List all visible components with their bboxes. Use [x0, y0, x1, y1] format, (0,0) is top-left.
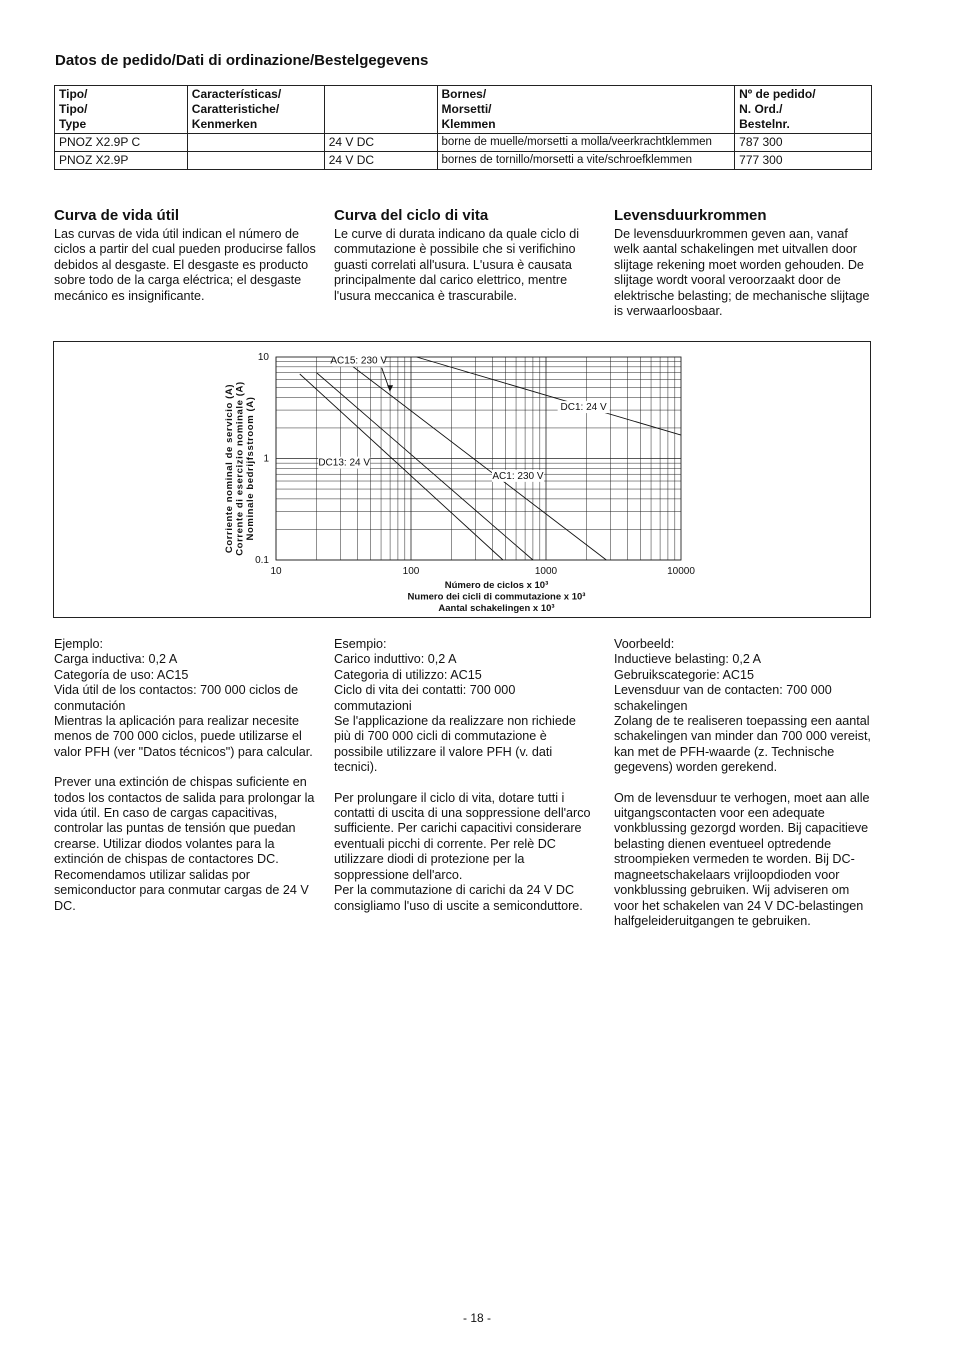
- page-number: - 18 -: [462, 1311, 491, 1325]
- example-text2-it: Per prolungare il ciclo di vita, dotare tutti i contatti di uscita di una soppressione dell'arco sufficiente. Per carichi capacitivi considerare eventuali picchi di corrente. Per relè DC utilizzare diodi di protezione per la soppressione dell'arco. Per la commutazione di carichi da 24 V DC consigliamo l'uso di uscite a semiconduttore.: [334, 790, 591, 913]
- chart-frame: [53, 341, 871, 618]
- series-label: AC15: 230 V: [330, 355, 388, 367]
- example-nl: [614, 637, 874, 929]
- example-text-nl: Voorbeeld: Inductieve belasting: 0,2 A Gebruikscategorie: AC15 Levensduur van de contacten: 700 000 schakelingen Zolang de te realiseren toepassing een aantal schakelingen van minder dan 700 000 vereist, kan met de PFH-waarde (z. Technische gegevens) worden gerekend.: [614, 637, 871, 775]
- example-es: [54, 637, 316, 914]
- order-table: [54, 85, 872, 170]
- x-axis-label: Numero dei cicli di commutazione x 10³: [407, 591, 586, 603]
- table-header-row: [55, 86, 872, 134]
- y-tick-label: 10: [257, 352, 269, 363]
- cell-features: [187, 134, 324, 152]
- x-tick-label: 10: [270, 566, 282, 577]
- cell-features: [187, 152, 324, 170]
- example-text-es: Ejemplo: Carga inductiva: 0,2 A Categoría de uso: AC15 Vida útil de los contactos: 700 000 ciclos de conmutación Mientras la aplicación para realizar necesite menos de 700 000 ciclos, puede utilizarse el valor PFH (ver "Datos técnicos") para calcular.: [54, 637, 313, 759]
- x-tick-label: 10000: [667, 566, 695, 577]
- header-features: Características/ Caratteristiche/ Kenmerken: [187, 86, 324, 134]
- header-order-no: Nº de pedido/ N. Ord./ Bestelnr.: [735, 86, 872, 134]
- section-title-nl: Levensduurkrommen: [614, 207, 767, 224]
- series-label: AC1: 230 V: [492, 470, 544, 482]
- y-axis-label: Corriente nominal de servicio (A): [224, 383, 235, 554]
- cell-type: PNOZ X2.9P C: [55, 134, 188, 152]
- x-tick-label: 1000: [534, 566, 558, 577]
- x-tick-label: 100: [402, 566, 420, 577]
- example-text-it: Esempio: Carico induttivo: 0,2 A Categoria di utilizzo: AC15 Ciclo di vita dei contatti: 700 000 commutazioni Se l'applicazione da realizzare non richiede più di 700 000 cicli di commutazione è possibile utilizzare il valore PFH (v. dati tecnici).: [334, 637, 576, 775]
- header-blank: [324, 86, 437, 134]
- series-label: DC13: 24 V: [318, 457, 371, 469]
- cell-order-no: 777 300: [735, 152, 872, 170]
- example-it: [334, 637, 596, 914]
- y-axis-label: Corrente di esercizio nominale (A): [234, 381, 246, 556]
- section-it: [334, 207, 596, 304]
- example-text2-es: Prever una extinción de chispas suficiente en todos los contactos de salida para prolongar la vida útil. En caso de cargas capacitivas, controlar las puntas de tensión que puedan crearse. Utilizar diodos volantes para la extinción de chispas de contactores DC. Recomendamos utilizar salidas por semiconductor para conmutar cargas de 24 V DC.: [54, 775, 315, 913]
- header-terminals: Bornes/ Morsetti/ Klemmen: [437, 86, 735, 134]
- section-nl: [614, 207, 874, 319]
- table-row: [55, 152, 872, 170]
- cell-order-no: 787 300: [735, 134, 872, 152]
- y-tick-label: 0.1: [255, 555, 269, 566]
- page-heading: Datos de pedido/Dati di ordinazione/Bestelgegevens: [55, 52, 429, 69]
- x-axis-label: Número de ciclos x 10³: [444, 580, 549, 591]
- cell-terminals: bornes de tornillo/morsetti a vite/schroefklemmen: [437, 152, 735, 170]
- header-type: Tipo/ Tipo/ Type: [55, 86, 188, 134]
- y-axis-label: Nominale bedrijfsstroom (A): [245, 396, 256, 541]
- example-text2-nl: Om de levensduur te verhogen, moet aan alle uitgangscontacten voor een adequate vonkblussing gezorgd worden. Bij capacitieve belasting dienen eventueel optredende stroompieken vermeden te worden. Bij DC-magneetschakelaars vrijloopdioden voor vonkblussing gebruiken. Wij adviseren om voor het schakelen van 24 V DC-belastingen halfgeleideruitgangen te gebruiken.: [614, 790, 870, 928]
- section-title-it: Curva del ciclo di vita: [334, 207, 489, 224]
- table-row: [55, 134, 872, 152]
- section-text-es: Las curvas de vida útil indican el número de ciclos a partir del cual pueden producirse fallos debidos al desgaste. El desgaste es producto sobre todo de la carga eléctrica; el desgaste mecánico es insignificante.: [54, 227, 316, 303]
- section-text-nl: De levensduurkrommen geven aan, vanaf welk aantal schakelingen met uitvallen door slijtage rekening moet worden gehouden. De slijtage wordt vooral veroorzaakt door de elektrische belasting; de mechanische slijtage is verwaarloosbaar.: [614, 227, 870, 319]
- example-arrow-head: [387, 385, 393, 391]
- section-text-it: Le curve di durata indicano da quale ciclo di commutazione è possibile che si verifichino guasti correlati all'usura. L'usura è causata principalmente dal carico elettrico, mentre l'usura meccanica è trascurabile.: [334, 227, 580, 303]
- cell-terminals: borne de muelle/morsetti a molla/veerkrachtklemmen: [437, 134, 735, 152]
- series-label: DC1: 24 V: [560, 402, 607, 414]
- chart-labels: [224, 352, 695, 614]
- section-es: [54, 207, 316, 304]
- y-tick-label: 1: [263, 453, 269, 465]
- life-curve-chart: [54, 342, 870, 617]
- cell-voltage: 24 V DC: [324, 134, 437, 152]
- x-axis-label: Aantal schakelingen x 10³: [438, 603, 555, 614]
- series-line: [417, 357, 681, 435]
- cell-type: PNOZ X2.9P: [55, 152, 188, 170]
- section-title-es: Curva de vida útil: [54, 207, 180, 224]
- cell-voltage: 24 V DC: [324, 152, 437, 170]
